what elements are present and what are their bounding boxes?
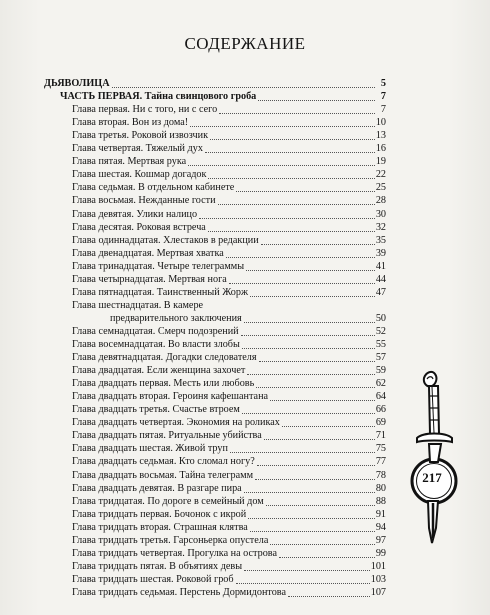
- toc-entry-page: 22: [375, 169, 386, 181]
- toc-entry-page: 88: [375, 495, 386, 507]
- toc-entry: [72, 534, 386, 547]
- toc-entry-page: 57: [375, 352, 386, 364]
- toc-entry: [72, 247, 386, 260]
- dot-leader: [259, 360, 375, 362]
- toc-entry-page: 5: [380, 78, 386, 89]
- toc-entry: [72, 142, 386, 155]
- toc-entry-page: 32: [375, 221, 386, 233]
- toc-entry-title: Глава тринадцатая. Четыре телеграммы: [72, 260, 245, 272]
- toc-entry-page: 99: [375, 547, 386, 559]
- toc-entry-title: Глава тридцать шестая. Роковой гроб: [72, 573, 234, 585]
- toc-entry-page: 41: [375, 260, 386, 272]
- toc-entry-page: 75: [375, 443, 386, 455]
- dot-leader: [230, 451, 375, 453]
- toc-entry: [72, 181, 386, 194]
- toc-entry-title: Глава девятнадцатая. Догадки следователя: [72, 352, 257, 364]
- toc-entry: [72, 469, 386, 482]
- toc-entry: [72, 103, 386, 116]
- toc-entry-title: Глава двадцать четвертая. Экономия на роликах: [72, 417, 280, 429]
- dot-leader: [218, 203, 375, 205]
- toc-entry-page: 77: [375, 456, 386, 468]
- toc-entry-title: Глава пятнадцатая. Таинственный Жорж: [72, 286, 249, 298]
- toc-entry-page: 7: [380, 104, 386, 116]
- toc-entry: [72, 155, 386, 168]
- dot-leader: [250, 295, 375, 297]
- dot-leader: [279, 556, 375, 558]
- toc-entry-page: 107: [370, 586, 386, 598]
- toc-entry-title: Глава двадцать девятая. В разгаре пира: [72, 482, 242, 494]
- toc-entry-page: 25: [375, 182, 386, 194]
- toc-entry-page: 78: [375, 469, 386, 481]
- toc-entry-title: Глава двадцать восьмая. Тайна телеграмм: [72, 469, 254, 481]
- toc-entry-page: 13: [375, 130, 386, 142]
- toc-entry: [72, 560, 386, 573]
- dot-leader: [257, 464, 375, 466]
- toc-entry: [72, 508, 386, 521]
- toc-entry-title: Глава двенадцатая. Мертвая хватка: [72, 247, 224, 259]
- dot-leader: [208, 230, 375, 232]
- toc-entry-title: Глава тридцать пятая. В объятиях девы: [72, 560, 243, 572]
- dot-leader: [244, 321, 375, 323]
- toc-entry-title: Глава двадцать вторая. Героиня кафешантана: [72, 391, 269, 403]
- toc-entry: [72, 221, 386, 234]
- toc-entry: [72, 286, 386, 299]
- toc-entry: [72, 260, 386, 273]
- toc-entry-page: 44: [375, 273, 386, 285]
- toc-entry-page: 94: [375, 521, 386, 533]
- toc-entry: [72, 129, 386, 142]
- toc-entry-title: Глава тридцать вторая. Страшная клятва: [72, 521, 248, 533]
- toc-entry-page: 103: [370, 573, 386, 585]
- dot-leader: [246, 269, 375, 271]
- toc-entry-title: Глава семнадцатая. Смерч подозрений: [72, 325, 239, 337]
- toc-entry-page: 16: [375, 143, 386, 155]
- toc-entry-title: Глава седьмая. В отдельном кабинете: [72, 182, 235, 194]
- toc-entry-page: 97: [375, 534, 386, 546]
- toc-entry-title: Глава тридцать третья. Гарсоньерка опустела: [72, 534, 269, 546]
- toc-entry-page: 59: [375, 365, 386, 377]
- toc-entry: [72, 377, 386, 390]
- toc-entry: [72, 586, 386, 599]
- dot-leader: [242, 412, 375, 414]
- dot-leader: [208, 177, 374, 179]
- dot-leader: [242, 347, 375, 349]
- toc-entry: [72, 325, 386, 338]
- toc-entry: [72, 299, 386, 312]
- toc-entry-title: Глава девятая. Улики налицо: [72, 208, 198, 220]
- dot-leader: [199, 217, 375, 219]
- toc-entry-page: 28: [375, 195, 386, 207]
- toc-entry-title: Глава двадцатая. Если женщина захочет: [72, 365, 246, 377]
- dot-leader: [258, 99, 375, 101]
- toc-entry-title: Глава двадцать первая. Месть или любовь: [72, 378, 255, 390]
- toc-entry-page: 101: [370, 560, 386, 572]
- toc-entry-page: 47: [375, 286, 386, 298]
- toc-entry: [60, 90, 386, 103]
- toc-entry-page: 39: [375, 247, 386, 259]
- toc-entry-title: Глава тридцать четвертая. Прогулка на острова: [72, 547, 278, 559]
- toc-entry-title: ЧАСТЬ ПЕРВАЯ. Тайна свинцового гроба: [60, 91, 257, 103]
- toc-entry-page: 62: [375, 378, 386, 390]
- dot-leader: [256, 386, 375, 388]
- toc-entry-title: Глава четырнадцатая. Мертвая нога: [72, 273, 227, 285]
- toc-entry: [72, 521, 386, 534]
- toc-entry-title: Глава двадцать третья. Счастье втроем: [72, 404, 240, 416]
- dot-leader: [247, 373, 374, 375]
- toc-entry-page: 91: [375, 508, 386, 520]
- dot-leader: [270, 543, 374, 545]
- dot-leader: [282, 425, 375, 427]
- toc-entry-title: Глава вторая. Вон из дома!: [72, 117, 189, 129]
- toc-entry: [72, 416, 386, 429]
- toc-entry: [72, 273, 386, 286]
- page-number-badge: 217: [422, 470, 442, 485]
- dot-leader: [266, 504, 375, 506]
- toc-entry-title: Глава тридцать первая. Бочонок с икрой: [72, 508, 247, 520]
- dot-leader: [288, 595, 370, 597]
- toc-entry-page: 35: [375, 234, 386, 246]
- dot-leader: [210, 138, 375, 140]
- toc-entry-title: Глава первая. Ни с того, ни с сего: [72, 104, 218, 116]
- toc-entry-page: 80: [375, 482, 386, 494]
- toc-entry-page: 30: [375, 208, 386, 220]
- toc-entry-title: предварительного заключения: [110, 312, 242, 324]
- dot-leader: [244, 491, 375, 493]
- dot-leader: [270, 399, 375, 401]
- dot-leader: [236, 582, 370, 584]
- toc-entry: [72, 168, 386, 181]
- toc-entry-title: Глава пятая. Мертвая рука: [72, 156, 187, 168]
- toc-entry-title: Глава тридцать седьмая. Перстень Дормидонтова: [72, 586, 287, 598]
- toc-entry-page: 19: [375, 156, 386, 168]
- toc-entry: [72, 482, 386, 495]
- toc-entry-title: Глава третья. Роковой извозчик: [72, 130, 209, 142]
- toc-entry-page: 7: [380, 91, 386, 103]
- dot-leader: [205, 151, 375, 153]
- toc-entry: [72, 351, 386, 364]
- dot-leader: [226, 256, 375, 258]
- dot-leader: [188, 164, 375, 166]
- toc-entry-title: ДЬЯВОЛИЦА: [44, 78, 110, 89]
- toc-entry-title: Глава двадцать пятая. Ритуальные убийства: [72, 430, 262, 442]
- toc-entry: [72, 403, 386, 416]
- toc-entry-page: 66: [375, 404, 386, 416]
- toc-entry: [44, 77, 386, 90]
- dot-leader: [219, 112, 375, 114]
- dot-leader: [112, 86, 375, 88]
- toc-entry-page: 55: [375, 339, 386, 350]
- toc-entry: [72, 429, 386, 442]
- dagger-emblem-icon: [405, 370, 465, 545]
- toc-entry-title: Глава десятая. Роковая встреча: [72, 221, 206, 233]
- toc-entry: [72, 338, 386, 351]
- toc-entry-page: 64: [375, 391, 386, 403]
- dot-leader: [229, 282, 375, 284]
- toc-entry-title: Глава четвертая. Тяжелый дух: [72, 143, 203, 155]
- toc-entry: [72, 442, 386, 455]
- toc-entry: [72, 364, 386, 377]
- toc-entry-title: Глава двадцать седьмая. Кто сломал ногу?: [72, 456, 255, 468]
- dot-leader: [255, 478, 375, 480]
- toc-entry-page: 10: [375, 117, 386, 129]
- dot-leader: [190, 125, 375, 127]
- toc-entry-title: Глава шестнадцатая. В камере: [72, 299, 204, 311]
- toc-entry-title: Глава восемнадцатая. Во власти злобы: [72, 339, 240, 350]
- toc-entry: [72, 573, 386, 586]
- dot-leader: [264, 438, 375, 440]
- toc-entry-title: Глава одиннадцатая. Хлестаков в редакции: [72, 234, 259, 246]
- toc-entry-title: Глава восьмая. Нежданные гости: [72, 195, 216, 207]
- toc-entry: [72, 495, 386, 508]
- toc-entry-title: Глава шестая. Кошмар догадок: [72, 169, 207, 181]
- toc-entry: [72, 208, 386, 221]
- toc-entry-page: 52: [375, 325, 386, 337]
- dot-leader: [248, 517, 375, 519]
- toc-entry-page: 69: [375, 417, 386, 429]
- toc-entry-page: 50: [375, 312, 386, 324]
- dot-leader: [261, 243, 375, 245]
- page-title: СОДЕРЖАНИЕ: [184, 34, 306, 53]
- toc-entry: [72, 455, 386, 468]
- dot-leader: [250, 530, 375, 532]
- toc-entry-title: Глава тридцатая. По дороге в семейный дом: [72, 495, 264, 507]
- dot-leader: [241, 334, 375, 336]
- toc-entry: [110, 312, 386, 325]
- toc-entry: [72, 547, 386, 560]
- toc-entry: [72, 116, 386, 129]
- toc-entry: [72, 194, 386, 207]
- dot-leader: [236, 190, 375, 192]
- toc-entry-page: 71: [375, 430, 386, 442]
- dot-leader: [244, 569, 370, 571]
- toc-entry: [72, 234, 386, 247]
- toc-entry-title: Глава двадцать шестая. Живой труп: [72, 443, 228, 455]
- toc-entry: [72, 390, 386, 403]
